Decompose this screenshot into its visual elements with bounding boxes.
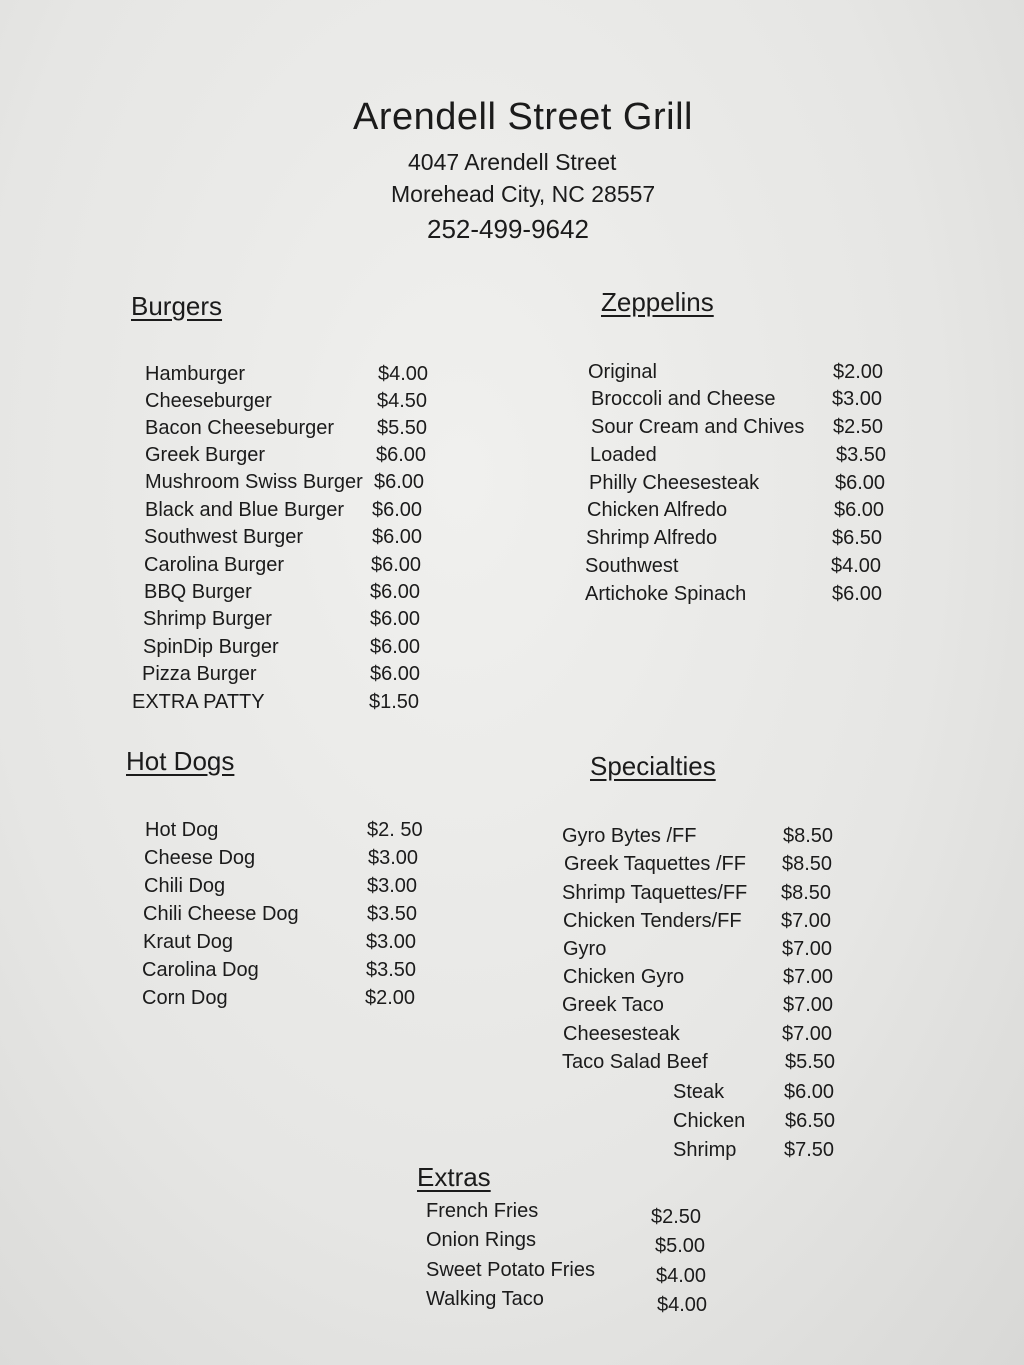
burgers-item-price: $6.00 xyxy=(374,471,425,493)
address-line-1: 4047 Arendell Street xyxy=(408,149,617,175)
hot-dogs-item-price: $3.50 xyxy=(367,903,418,925)
zeppelins-item-price: $6.00 xyxy=(835,472,886,494)
hot-dogs-item-price: $2. 50 xyxy=(367,819,423,841)
specialties-item-price: $8.50 xyxy=(782,853,833,875)
zeppelins-item-name: Broccoli and Cheese xyxy=(591,388,776,410)
burgers-item-price: $4.00 xyxy=(378,363,429,385)
zeppelins-item-name: Artichoke Spinach xyxy=(585,583,747,605)
hot-dogs-item-name: Chili Dog xyxy=(144,875,226,897)
burgers-item-name: Greek Burger xyxy=(145,444,266,466)
extras-item-price: $2.50 xyxy=(651,1206,702,1228)
specialties-item-name: Chicken Gyro xyxy=(563,966,685,988)
specialties-item-price: $6.50 xyxy=(785,1110,836,1132)
burgers-item-name: Southwest Burger xyxy=(144,526,303,548)
zeppelins-item-price: $6.00 xyxy=(834,499,885,521)
zeppelins-heading: Zeppelins xyxy=(601,287,714,317)
hot-dogs-item-price: $3.00 xyxy=(368,847,419,869)
specialties-item-price: $7.00 xyxy=(783,994,834,1016)
hot-dogs-item-name: Kraut Dog xyxy=(143,931,234,953)
zeppelins-item-price: $2.00 xyxy=(833,361,884,383)
zeppelins-item-name: Southwest xyxy=(585,555,679,577)
burgers-item-name: EXTRA PATTY xyxy=(132,691,265,713)
hot-dogs-item-name: Carolina Dog xyxy=(142,959,259,981)
restaurant-name: Arendell Street Grill xyxy=(353,96,693,138)
specialties-item-price: $6.00 xyxy=(784,1081,835,1103)
zeppelins-item-name: Loaded xyxy=(590,444,657,466)
zeppelins-item-name: Philly Cheesesteak xyxy=(589,472,760,494)
burgers-item-price: $1.50 xyxy=(369,691,420,713)
burgers-item-name: Pizza Burger xyxy=(142,663,257,685)
burgers-item-price: $6.00 xyxy=(370,636,421,658)
hot-dogs-item-name: Chili Cheese Dog xyxy=(143,903,299,925)
specialties-item-name: Shrimp Taquettes/FF xyxy=(562,882,748,904)
extras-item-name: Sweet Potato Fries xyxy=(426,1259,595,1281)
burgers-item-name: Carolina Burger xyxy=(144,554,285,576)
specialties-item-name: Shrimp xyxy=(673,1139,737,1161)
burgers-item-price: $6.00 xyxy=(376,444,427,466)
hot-dogs-item-price: $3.00 xyxy=(366,931,417,953)
extras-item-price: $4.00 xyxy=(656,1265,707,1287)
burgers-item-price: $6.00 xyxy=(370,663,421,685)
burgers-item-name: BBQ Burger xyxy=(144,581,252,603)
burgers-item-name: Black and Blue Burger xyxy=(145,499,345,521)
burgers-item-name: SpinDip Burger xyxy=(143,636,279,658)
specialties-item-price: $7.50 xyxy=(784,1139,835,1161)
burgers-item-name: Shrimp Burger xyxy=(143,608,272,630)
burgers-item-price: $6.00 xyxy=(370,581,421,603)
hot-dogs-item-price: $2.00 xyxy=(365,987,416,1009)
burgers-item-price: $6.00 xyxy=(370,608,421,630)
burgers-item-name: Bacon Cheeseburger xyxy=(145,417,335,439)
extras-item-name: Walking Taco xyxy=(426,1288,544,1310)
specialties-item-name: Greek Taco xyxy=(562,994,664,1016)
specialties-item-name: Steak xyxy=(673,1081,725,1103)
specialties-item-name: Chicken Tenders/FF xyxy=(563,910,742,932)
burgers-item-price: $6.00 xyxy=(372,499,423,521)
zeppelins-item-price: $6.50 xyxy=(832,527,883,549)
hot-dogs-item-name: Corn Dog xyxy=(142,987,228,1009)
burgers-item-price: $6.00 xyxy=(372,526,423,548)
burgers-item-price: $5.50 xyxy=(377,417,428,439)
extras-item-name: Onion Rings xyxy=(426,1229,537,1251)
specialties-item-price: $7.00 xyxy=(782,1023,833,1045)
burgers-item-name: Mushroom Swiss Burger xyxy=(145,471,363,493)
burgers-heading: Burgers xyxy=(131,291,223,321)
specialties-item-price: $8.50 xyxy=(781,882,832,904)
burgers-item-name: Hamburger xyxy=(145,363,246,385)
specialties-item-price: $7.00 xyxy=(782,938,833,960)
specialties-heading: Specialties xyxy=(590,751,716,781)
zeppelins-item-price: $3.00 xyxy=(832,388,883,410)
phone-number: 252-499-9642 xyxy=(427,214,589,244)
hot-dogs-item-price: $3.00 xyxy=(367,875,418,897)
specialties-item-name: Gyro Bytes /FF xyxy=(562,825,697,847)
extras-item-price: $4.00 xyxy=(657,1294,708,1316)
specialties-item-price: $7.00 xyxy=(781,910,832,932)
zeppelins-item-price: $4.00 xyxy=(831,555,882,577)
zeppelins-item-price: $2.50 xyxy=(833,416,884,438)
specialties-item-name: Chicken xyxy=(673,1110,746,1132)
burgers-item-price: $6.00 xyxy=(371,554,422,576)
extras-heading: Extras xyxy=(417,1162,491,1192)
zeppelins-item-price: $3.50 xyxy=(836,444,887,466)
hot-dogs-item-name: Hot Dog xyxy=(145,819,219,841)
specialties-item-price: $8.50 xyxy=(783,825,834,847)
zeppelins-item-name: Sour Cream and Chives xyxy=(591,416,805,438)
specialties-item-name: Taco Salad Beef xyxy=(562,1051,708,1073)
zeppelins-item-name: Shrimp Alfredo xyxy=(586,527,718,549)
extras-item-name: French Fries xyxy=(426,1200,539,1222)
hot-dogs-item-name: Cheese Dog xyxy=(144,847,256,869)
address-line-2: Morehead City, NC 28557 xyxy=(391,181,656,207)
specialties-item-price: $7.00 xyxy=(783,966,834,988)
specialties-item-name: Gyro xyxy=(563,938,607,960)
hot-dogs-heading: Hot Dogs xyxy=(126,746,235,776)
specialties-item-price: $5.50 xyxy=(785,1051,836,1073)
hot-dogs-item-price: $3.50 xyxy=(366,959,417,981)
specialties-item-name: Cheesesteak xyxy=(563,1023,680,1045)
burgers-item-name: Cheeseburger xyxy=(145,390,272,412)
burgers-item-price: $4.50 xyxy=(377,390,428,412)
specialties-item-name: Greek Taquettes /FF xyxy=(564,853,746,875)
zeppelins-item-price: $6.00 xyxy=(832,583,883,605)
zeppelins-item-name: Original xyxy=(588,361,657,383)
zeppelins-item-name: Chicken Alfredo xyxy=(587,499,728,521)
extras-item-price: $5.00 xyxy=(655,1235,706,1257)
